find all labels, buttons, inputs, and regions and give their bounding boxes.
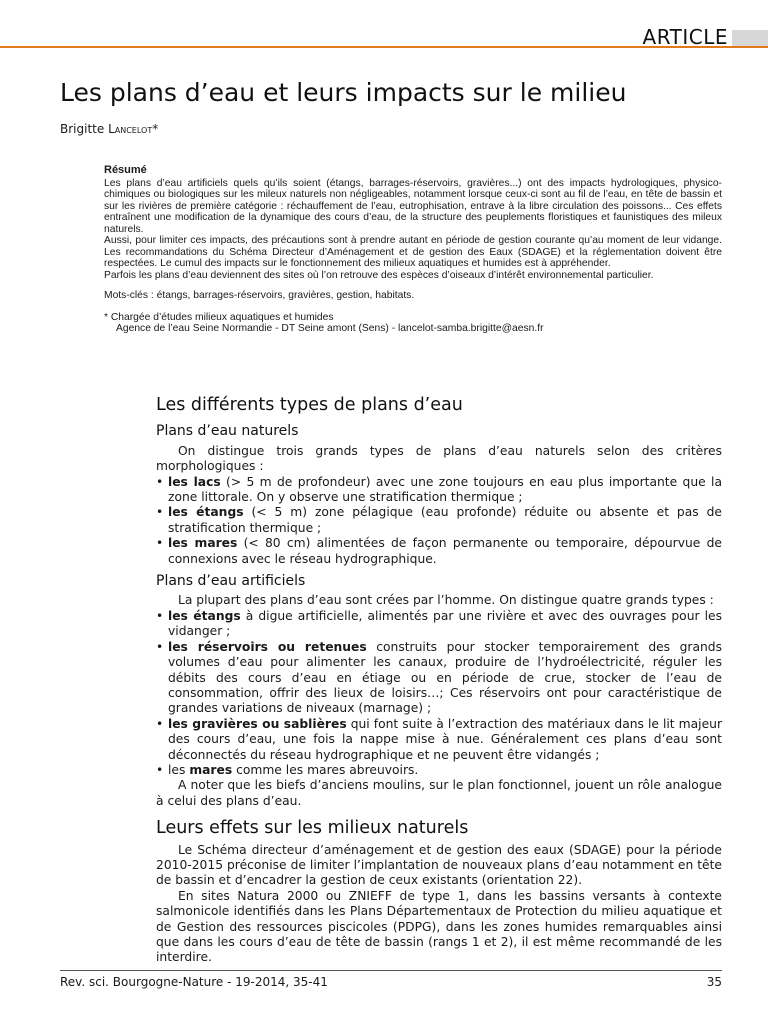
list-item: • les réservoirs ou retenues construits pour stocker temporairement des grands volumes d’eau pour alimenter les canaux, produire de l’hydroélectricité, réguler les débits des cours d’eau en étiage ou en période de crue, stocker de l’eau de consommation, offrir des lieux de loisirs…; Ces réservoirs ont pour caractéristique de grandes variations de niveaux (marnage) ; — [156, 640, 722, 717]
article-body — [156, 395, 723, 966]
list-item: • les mares comme les mares abreuvoirs. — [156, 763, 722, 778]
paragraph: La plupart des plans d’eau sont crées par l’homme. On distingue quatre grands types : — [178, 593, 714, 608]
section-label: ARTICLE — [642, 25, 728, 49]
list-item: • les mares (< 80 cm) alimentées de façon permanente ou temporaire, dépourvue de connexions avec le réseau hydrographique. — [156, 536, 722, 567]
bullet-list — [156, 475, 722, 567]
affiliation-line: * Chargée d’études milieux aquatiques et humides — [104, 311, 334, 323]
abstract-block — [104, 165, 722, 335]
page-number: 35 — [706, 975, 722, 989]
footer-rule — [60, 970, 722, 971]
subsection-heading: Plans d’eau artificiels — [156, 573, 306, 590]
list-item: • les gravières ou sablières qui font suite à l’extraction des matériaux dans le lit majeur des cours d’eau, une fois la nappe mise à nue. Généralement ces plans d’eau sont déconnectés du réseau hydrographique et ne peuvent être vidangés ; — [156, 717, 722, 763]
section-heading: Les différents types de plans d’eau — [156, 395, 463, 415]
affiliation-line: Agence de l’eau Seine Normandie - DT Seine amont (Sens) - lancelot-samba.brigitte@aesn.fr — [116, 323, 544, 334]
section-heading: Leurs effets sur les milieux naturels — [156, 818, 469, 839]
keywords: Mots-clés : étangs, barrages-réservoirs, gravières, gestion, habitats. — [104, 290, 415, 301]
abstract-paragraph: Les plans d’eau artificiels quels qu’ils soient (étangs, barrages-réservoirs, gravières...) ont des impacts hydrologiques, physico-chimiques ou biologiques sur les mileux naturels non négligeables, notamment lorsque ceux-ci sont au fil de l’eau, en tête de bassin et sur les rivières de première catégorie : réchauffement de l’eau, eutrophisation, entrave à la libre circulation des poissons... Ces effets entraînent une modification de la dynamique des cours d’eau, de la structure des peuplements floristiques et faunistiques des mileux naturels. — [104, 177, 722, 235]
abstract-heading: Résumé — [104, 164, 147, 176]
abstract-paragraph: Aussi, pour limiter ces impacts, des précautions sont à prendre autant en période de gestion courante qu’au moment de leur vidange. Les recommandations du Schéma Directeur d’Aménagement et de gestion des Eaux (SDAGE) et la réglementation doivent être respectées. Le cumul des impacts sur le fonctionnement des milieux aquatiques et humides est à appréhender. — [104, 235, 722, 269]
paragraph: On distingue trois grands types de plans d’eau naturels selon des critères morphologiques : — [156, 443, 722, 474]
author-last-name: Lancelot — [108, 122, 153, 136]
list-item: • les étangs à digue artificielle, alimentés par une rivière et avec des ouvrages pour les vidanger ; — [156, 609, 722, 640]
footer-citation: Rev. sci. Bourgogne-Nature - 19-2014, 35-41 — [60, 975, 328, 989]
author-mark: * — [152, 122, 159, 136]
bullet-list — [156, 609, 722, 778]
paragraph: A noter que les biefs d’anciens moulins, sur le plan fonctionnel, jouent un rôle analogue à celui des plans d’eau. — [156, 778, 722, 808]
affiliation — [104, 312, 722, 335]
author-line — [60, 122, 158, 136]
abstract-paragraph: Parfois les plans d’eau deviennent des sites où l’on retrouve des espèces d’oiseaux d’intérêt environnemental particulier. — [104, 269, 654, 281]
list-item: • les étangs (< 5 m) zone pélagique (eau profonde) réduite ou absente et pas de stratification thermique ; — [156, 505, 722, 536]
list-item: • les lacs (> 5 m de profondeur) avec une zone toujours en eau plus importante que la zone littorale. On y observe une stratification thermique ; — [156, 475, 722, 506]
header-grey-block — [732, 30, 768, 46]
author-first-name: Brigitte — [60, 122, 105, 136]
paragraph: En sites Natura 2000 ou ZNIEFF de type 1, dans les bassins versants à contexte salmonicole identifiés dans les Plans Départementaux de Protection du milieu aquatique et de Gestion des ressources piscicoles (PDPG), dans les zones humides remarquables ainsi que dans les cours d’eau de tête de bassin (rangs 1 et 2), il est même recommandé de les interdire. — [156, 888, 722, 965]
subsection-heading: Plans d’eau naturels — [156, 423, 299, 440]
article-title: Les plans d’eau et leurs impacts sur le milieu — [60, 78, 627, 107]
paragraph: Le Schéma directeur d’aménagement et de gestion des eaux (SDAGE) pour la période 2010-2015 préconise de limiter l’implantation de nouveaux plans d’eau notamment en tête de bassin et d’encadrer la gestion de ceux existants (orientation 22). — [156, 842, 722, 888]
